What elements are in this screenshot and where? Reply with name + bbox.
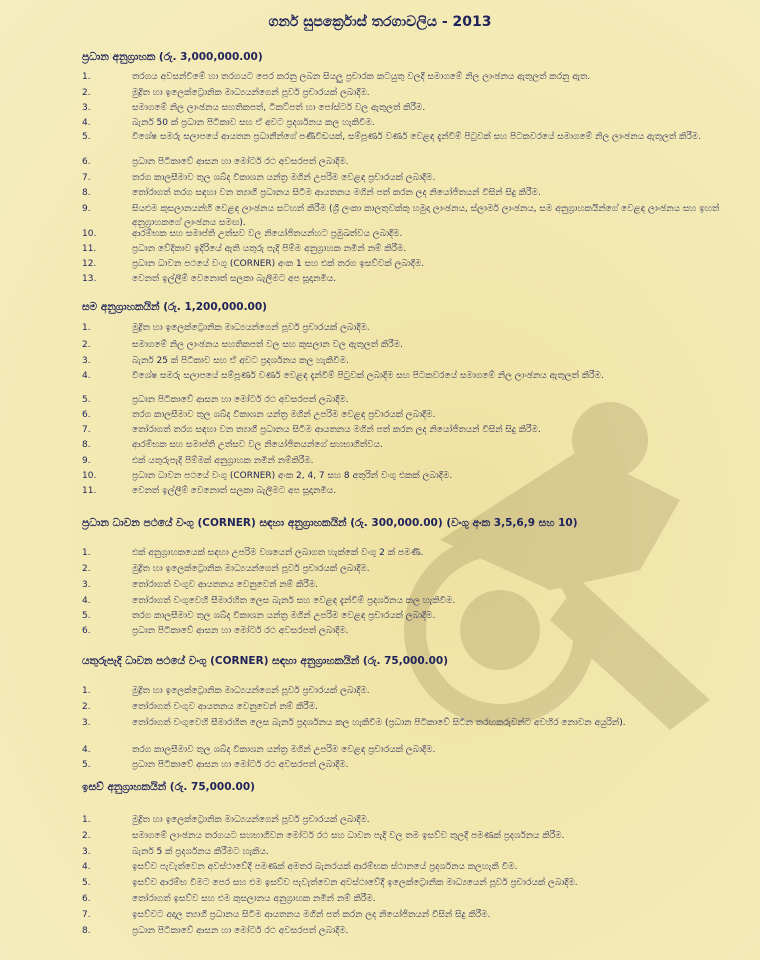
list-item-number: 7. — [82, 173, 91, 183]
list-item-number: 3. — [82, 103, 91, 113]
list-item-text: මුද්‍රිත හා ඉලෙක්ට්‍රොනික මාධ්‍යයන්ගෙන් පූර්ව ප්‍රචාරයක් ලබාදීම. — [132, 88, 370, 98]
list-item-number: 4. — [82, 862, 91, 872]
list-item-text: තෝරාගත් වංගුවෙහි සීමාරහිත ලෙස බැනර් ප්‍රදර්ශනය කල හැකිවීම (ප්‍රධාන පිටිකාවේ සිටින තරඟකරුවන්ට අවහිර නොවන අයුරින්). — [132, 718, 626, 728]
list-item-number: 3. — [82, 580, 91, 590]
list-item-number: 2. — [82, 88, 91, 98]
list-item-number: 2. — [82, 340, 91, 350]
list-item-number: 6. — [82, 157, 91, 167]
list-item-text: තෝරාගත් තරග සඳහා වන ත්‍යාගී ප්‍රධානය සිටීම ආයතනය මගින් පත් කරන ලද නියෝජිතයන් විසින් සිදු කිරීම. — [132, 188, 541, 198]
list-item-text: ප්‍රධාන පිටිකාවේ ආසන හා මෝටර් රථ අවසරපත් ලබාදීම. — [132, 926, 349, 936]
list-item-text: තරග කාලසීමාව තුල ශබ්ද විකාශන යන්ත්‍ර මගින් උපරිම වෙළඳ ප්‍රචාරයක් ලබාදීම. — [132, 173, 436, 183]
list-item-text: බැනර් 5 ක් ප්‍රදර්ශනය කිරීමට හැකිය. — [132, 847, 269, 857]
list-item-number: 5. — [82, 132, 91, 142]
list-item-number: 2. — [82, 831, 91, 841]
list-item-text: සියළුම කුසලානයන්හි වෙළඳ ලාංඡනය සටහන් කිරීම (ශ්‍රී ලංකා කාලතුවක්කු හමුදා ලාංඡනය, ස්ලාමර් ලාංඡනය, සම අනුග්‍රාහකයින්ගේ වෙළඳ ලාංඡනය සහ ඉහත් අනුග්‍රාහකගේ ලාංඡනය සමඟ). — [132, 204, 720, 228]
list-item-text: ප්‍රධාන පිටිකාවේ ආසන හා මෝටර් රථ අවසරපත් ලබාදීම. — [132, 395, 349, 405]
list-item-text: තෝරාගත් වංගුව ආයතනය වෙනුවෙන් නම් කිරීම. — [132, 702, 319, 712]
list-item-number: 3. — [82, 356, 91, 366]
section-heading: සම අනුග්‍රාහකයින් (රු. 1,200,000.00) — [82, 301, 267, 313]
list-item-number: 6. — [82, 410, 91, 420]
list-item-text: තරගය අවසන්වීමේ හා තරගයට පෙර කරනු ලබන සියලු ප්‍රචාරක කටයුතු වලදී සමාගමේ නිල ලාංඡනය ඇතුලත් කරනු ඇත. — [132, 72, 591, 82]
list-item-number: 3. — [82, 718, 91, 728]
list-item-text: ආරම්භක සහ සමාප්ති උත්සව වල නියෝජිතයන්හට ප්‍රමුඛත්වය ලබාදීම. — [132, 229, 403, 239]
list-item-text: වෙනත් ඉල්ලීම් වෙනොත් සලකා බැලීමට අප සූදානමිය. — [132, 274, 337, 284]
list-item-text: එක් යතුරුපැදි පිම්මක් අනුග්‍රාහක නමින් නම්කිරීම. — [132, 456, 314, 466]
list-item-number: 5. — [82, 760, 91, 770]
list-item-text: මුද්‍රිත හා ඉලෙක්ට්‍රොනික මාධ්‍යයන්ගෙන් පූර්ව ප්‍රචාරයක් ලබාදීම. — [132, 815, 370, 825]
section-heading: ඉසව් අනුග්‍රාහකයින් (රු. 75,000.00) — [82, 781, 255, 793]
list-item-number: 4. — [82, 596, 91, 606]
list-item-text: මුද්‍රිත හා ඉලෙක්ට්‍රොනික මාධ්‍යයන්ගෙන් පූර්ව ප්‍රචාරයක් ලබාදීම. — [132, 323, 370, 333]
list-item-number: 7. — [82, 425, 91, 435]
list-item-text: බැනර් 50 ක් ප්‍රධාන පිටිකාව සහ ඒ අවට ප්‍රදර්ශනය කල හැකිවීම. — [132, 118, 375, 128]
list-item-number: 4. — [82, 745, 91, 755]
list-item-text: මුද්‍රිත හා ඉලෙක්ට්‍රොනික මාධ්‍යයන්ගෙන් පූර්ව ප්‍රචාරයක් ලබාදීම. — [132, 564, 370, 574]
list-item-text: වෙනත් ඉල්ලීම් වෙනොත් සලකා බැලීමට අප සූදානමිය. — [132, 486, 337, 496]
list-item-number: 11. — [82, 244, 97, 254]
list-item-number: 12. — [82, 259, 97, 269]
list-item-text: සමාගමේ ලාංඡනය තරගයට සහභාගිවන මෝටර් රථ සහ ධාවන පැදි වල තම ඉසව්ව තුලදී පමණක් ප්‍රදර්ශනය කිරීම. — [132, 831, 565, 841]
list-item-text: තරග කාලසීමාව තුල ශබ්ද විකාශන යන්ත්‍ර මගින් උපරිම වෙළඳ ප්‍රචාරයක් ලබාදීම. — [132, 745, 436, 755]
list-item-text: ප්‍රධාන පිටිකාවේ ආසන හා මෝටර් රථ අවසරපත් ලබාදීම. — [132, 626, 349, 636]
list-item-text: තෝරාගත් ඉසව්ව සහ එම කුසලානය අනුග්‍රාහක නමින් නම් කිරීම. — [132, 894, 376, 904]
list-item-number: 1. — [82, 548, 91, 558]
list-item-number: 3. — [82, 847, 91, 857]
list-item-text: බැනර් 25 ක් පිටිකාව සහ ඒ අවට ප්‍රදර්ශනය කල හැකිවීම. — [132, 356, 349, 366]
list-item-number: 2. — [82, 564, 91, 574]
list-item-text: තරග කාලසීමාව තුල ශබ්ද විකාශන යන්ත්‍ර මගින් උපරිම වෙළඳ ප්‍රචාරයක් ලබාදීම. — [132, 410, 436, 420]
list-item-text: ප්‍රධාන පිටිකාවේ ආසන හා මෝටර් රථ අවසරපත් ලබාදීම. — [132, 157, 349, 167]
list-item-text: තෝරාගත් තරග සඳහා වන ත්‍යාගී ප්‍රධානය සිටීම ආයතනය මගින් පත් කරන ලද නියෝජිතයන් විසින් සිදු කිරීම. — [132, 425, 541, 435]
list-item-text: ප්‍රධාන ධාවන පථයේ වංගු (CORNER) අංක 2, 4, 7 සහ 8 අතුරින් වංගු එකක් ලබාදීම. — [132, 471, 453, 481]
section-heading: ප්‍රධාන අනුග්‍රාහක (රු. 3,000,000.00) — [82, 51, 263, 63]
section-heading: යතුරුපැදි ධාවන පථයේ වංගු (CORNER) සඳහා අනුග්‍රාහකයින් (රු. 75,000.00) — [82, 655, 449, 667]
list-item-text: ඉසව්වට අදාල ත්‍යාගී ප්‍රධානය සිටීම ආයතනය මගින් පත් කරන ලද නියෝජිතයන් විසින් සිදු කිරීම. — [132, 910, 491, 920]
list-item-number: 11. — [82, 486, 97, 496]
section-heading: ප්‍රධාන ධාවන පථයේ වංගු (CORNER) සඳහා අනුග්‍රාහකයින් (රු. 300,000.00) (වංගු අංක 3,5,6,9 සහ 10) — [82, 517, 578, 529]
list-item-number: 13. — [82, 274, 97, 284]
list-item-text: ප්‍රධාන පිටිකාවේ ආසන හා මෝටර් රථ අවසරපත් ලබාදීම. — [132, 760, 349, 770]
list-item-text: එක් අනුග්‍රාහකයෙක් සඳහා උපරිම වශයෙන් ලබාගත හැක්කේ වංගු 2 ක් පමණි. — [132, 548, 424, 558]
list-item-text: ඉසව්ව ආරම්භ වීමට පෙර සහ එම ඉසව්ව පැවැත්වෙන අවස්ථාවේදී ඉලෙක්ට්‍රොනික මාධ්‍යයෙන් පූර්ව ප්‍රචාරයක් ලබාදීම. — [132, 878, 578, 888]
list-item-text: ඉසව්ව පැවැත්වෙන අවස්ථාවේදී පමණක් අමතර බැනරයක් ආරම්භක ස්ථානයේ ප්‍රදර්ශනය කලහැකි වීම. — [132, 862, 518, 872]
page-title: ගනර් සුපර්ක්‍රොස් තරගාවලිය - 2013 — [268, 14, 492, 30]
list-item-number: 8. — [82, 926, 91, 936]
list-item-number: 7. — [82, 910, 91, 920]
list-item-number: 6. — [82, 626, 91, 636]
list-item-number: 10. — [82, 229, 97, 239]
list-item-text: තරග කාලසීමාව තුල ශබ්ද විකාශන යන්ත්‍ර මගින් උපරිම වෙළඳ ප්‍රචාරයක් ලබාදීම. — [132, 611, 436, 621]
list-item-text: ප්‍රධාන වේදිකාව ඉදිරියේ ඇති යතුරු පැදි පිම්ම අනුග්‍රාහක නමින් නම් කිරීම. — [132, 244, 407, 254]
list-item-number: 6. — [82, 894, 91, 904]
list-item-number: 5. — [82, 611, 91, 621]
list-item-text: විශේෂ සමරු සලාපයේ සම්පූර්ණ වර්ණ වෙළඳ දැන්වීම් පිටුවක් ලබාදීම සහ පිටකවරයේ සමාගමේ නිල ලාංඡනය ඇතුලත් කිරීම. — [132, 371, 604, 381]
list-item-number: 8. — [82, 440, 91, 450]
list-item-number: 10. — [82, 471, 97, 481]
list-item-number: 1. — [82, 72, 91, 82]
list-item-number: 1. — [82, 815, 91, 825]
list-item-text: මුද්‍රිත හා ඉලෙක්ට්‍රොනික මාධ්‍යයන්ගෙන් පූර්ව ප්‍රචාරයක් ලබාදීම. — [132, 686, 370, 696]
list-item-number: 5. — [82, 395, 91, 405]
list-item-text: ආරම්භක සහ සමාප්ති උත්සව වල නියෝජිතයන්ගේ සහභාගිත්වය. — [132, 440, 383, 450]
list-item-text: සමාගමේ නිල ලාංඡනය සහතිකපත් වල සහ කුසලාන වල ඇතුලත් කිරීම. — [132, 340, 403, 350]
list-item-number: 4. — [82, 371, 91, 381]
list-item-number: 1. — [82, 323, 91, 333]
list-item-number: 5. — [82, 878, 91, 888]
list-item-number: 1. — [82, 686, 91, 696]
list-item-number: 9. — [82, 456, 91, 466]
list-item-text: තෝරාගත් වංගුව ආයතනය වෙනුවෙන් නම් කිරීම. — [132, 580, 319, 590]
list-item-number: 4. — [82, 118, 91, 128]
list-item-number: 9. — [82, 204, 91, 214]
list-item-text: ප්‍රධාන ධාවන පථයේ වංගු (CORNER) අංක 1 සහ එක් තරග ඉසව්වක් ලබාදීම. — [132, 259, 425, 269]
list-item-text: තෝරාගත් වංගුවෙහි සීමාරහිත ලෙස බැනර් සහ වෙළඳ දැන්වීම් ප්‍රදර්ශනය කල හැකිවීම. — [132, 596, 456, 606]
list-item-number: 8. — [82, 188, 91, 198]
list-item-text: විශේෂ සමරු සලාපයේ ආයතන ප්‍රධානීන්ගේ පණිවිඩයක්, සම්පූර්ණ වර්ණ වෙළඳ දැන්වීම් පිටුවක් සහ පිටකවරයේ සමාගමේ නිල ලාංඡනය ඇතුලත් කිරීම. — [132, 132, 702, 142]
list-item-text: සමාගමේ නිල ලාංඡනය සහතිකපත්, ටිකට්පත් හා පෝස්ටර් වල ඇතුලත් කිරීම. — [132, 103, 426, 113]
list-item-number: 2. — [82, 702, 91, 712]
